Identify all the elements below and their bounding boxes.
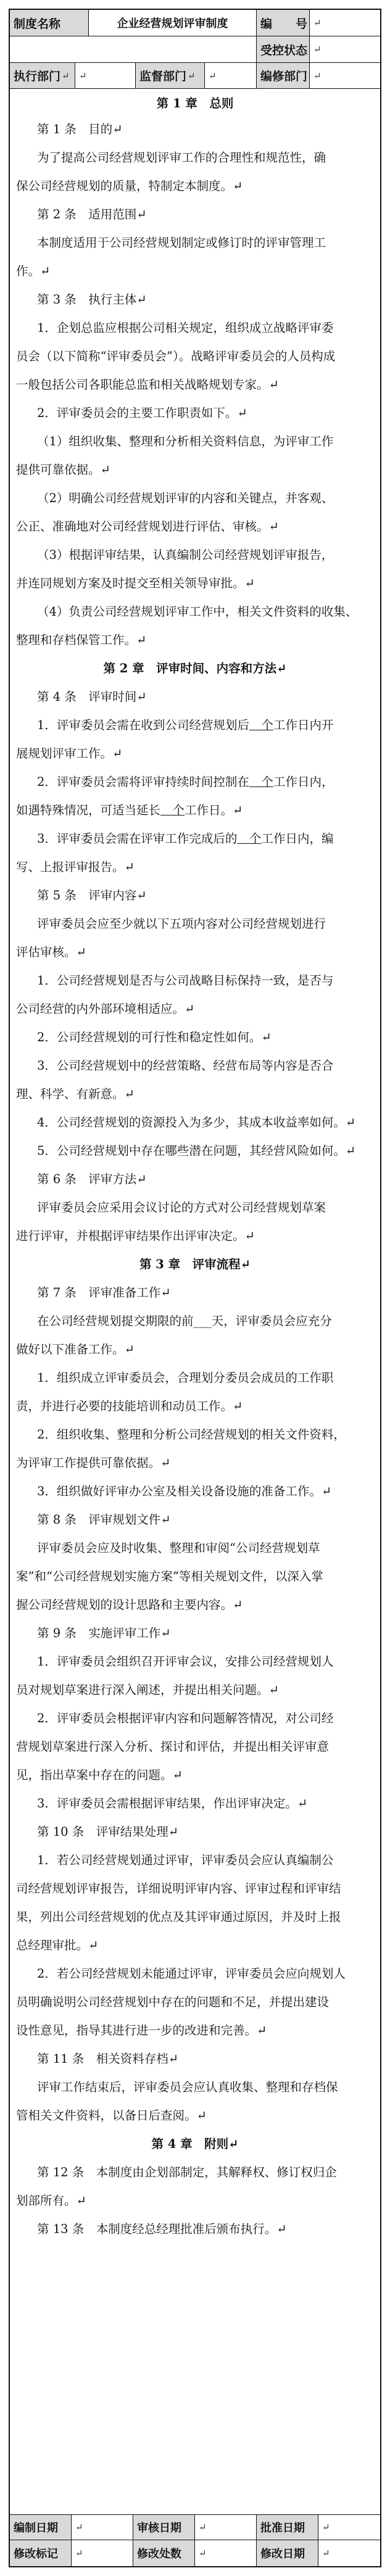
paragraph-line: 划部所有。↵	[16, 2194, 86, 2208]
paragraph-line: 并连同规划方案及时提交至相关领导审批。↵	[16, 576, 255, 590]
paragraph-line: 评审委员会应及时收集、整理和审阅“公司经营规划草	[37, 1541, 320, 1555]
edit-dept-label: 编修部门	[260, 70, 308, 83]
chapter-4-title: 第 4 章 附则↵	[151, 2137, 239, 2151]
paragraph-line: 理、科学、有新意。↵	[16, 1087, 135, 1101]
paragraph-line: 评审工作结束后，评审委员会应认真收集、整理和存档保	[37, 2080, 338, 2094]
revision-mark-label: 修改标记	[14, 2548, 58, 2561]
compile-date-value-cell[interactable]: ↵	[72, 2514, 133, 2540]
paragraph-line: 提供可靠依据。↵	[16, 463, 110, 477]
document-body	[10, 89, 380, 2514]
control-status-value-cell[interactable]	[310, 36, 380, 63]
revision-count-label: 修改处数	[137, 2548, 181, 2561]
paragraph-line: 2．评审委员会根据评审内容和问题解答情况，对公司经	[37, 1711, 334, 1725]
paragraph-line: 员明确说明公司经营规划中存在的问题和不足，并提出建设	[16, 1995, 330, 2009]
article-5-heading: 第 5 条 评审内容↵	[37, 888, 147, 902]
paragraph-line: 2．若公司经营规划未能通过评审，评审委员会应向规划人	[37, 1967, 346, 1981]
return-mark: ↵	[313, 44, 322, 55]
super-dept-label-cell: 监督部门 ↵	[136, 63, 205, 89]
article-6-heading: 第 6 条 评审方法↵	[37, 1172, 147, 1186]
document-header-table	[10, 10, 380, 89]
paragraph-line: 3．评审委员会需在评审工作完成后的 个工作日内，编	[37, 832, 334, 846]
number-value-cell[interactable]	[310, 10, 380, 36]
paragraph-line: 在公司经营规划提交期限的前___天，评审委员会应充分	[37, 1314, 332, 1328]
paragraph-line: 2．评审委员会需将评审持续时间控制在 个工作日内，	[37, 775, 334, 789]
paragraph-line: 案”和“公司经营规划实施方案”等相关规划文件，以深入掌	[16, 1569, 323, 1583]
paragraph-line: （4）负责公司经营规划评审工作中，相关文件资料的收集、	[37, 605, 358, 619]
revision-date-label: 修改日期	[260, 2548, 305, 2561]
paragraph-line: 2．评审委员会的主要工作职责如下。↵	[37, 406, 247, 420]
revision-mark-label-cell	[10, 2540, 72, 2566]
number-label-cell	[257, 10, 310, 36]
approve-date-label: 批准日期	[260, 2522, 305, 2535]
paragraph-line: 评审委员会应采用会议讨论的方式对公司经营规划草案	[37, 1200, 326, 1215]
paragraph-line: 一般包括公司各职能总监和相关战略规划专家。↵	[16, 378, 279, 392]
paragraph-line: 4．公司经营规划的资源投入为多少，其成本收益率如何。↵	[37, 1115, 356, 1129]
paragraph-line: 1．公司经营规划是否与公司战略目标保持一致，是否与	[37, 973, 334, 988]
article-9-heading: 第 9 条 实施评审工作↵	[37, 1626, 171, 1640]
paragraph-line: 1．企划总监应根据公司相关规定，组织成立战略评审委	[37, 321, 334, 335]
paragraph-line: 见，指出草案中存在的问题。↵	[16, 1768, 183, 1782]
review-date-value-cell[interactable]: ↵	[195, 2514, 257, 2540]
paragraph-line: 进行评审，并根据评审结果作出评审决定。↵	[16, 1229, 255, 1243]
paragraph-line: 为评审工作提供可靠依据。↵	[16, 1456, 171, 1470]
paragraph-line: 保公司经营规划的质量，特制定本制度。↵	[16, 179, 243, 193]
revision-mark-value-cell[interactable]: ↵	[72, 2540, 133, 2566]
paragraph-line: 员会（以下简称“评审委员会”）。战略评审委员会的人员构成	[16, 349, 336, 363]
paragraph-line: 为了提高公司经营规划评审工作的合理性和规范性，确	[37, 151, 326, 165]
paragraph-line: 总经理审批。↵	[16, 1938, 99, 1952]
blank-cell	[10, 36, 257, 63]
article-12-line: 第 12 条 本制度由企划部制定，其解释权、修订权归企	[37, 2165, 337, 2179]
exec-dept-value-cell[interactable]: ↵	[75, 63, 136, 89]
paragraph-line: 果，列出公司经营规划的优点及其评审通过原因，并及时上报	[16, 1910, 341, 1924]
return-mark: ↵	[313, 17, 322, 28]
document-title: 企业经营规划评审制度	[117, 17, 228, 30]
chapter-2-title: 第 2 章 评审时间、内容和方法↵	[103, 661, 287, 675]
paragraph-line: 握公司经营规划的设计思路和主要内容。↵	[16, 1598, 243, 1612]
paragraph-line: 员对规划草案进行深入阐述，并提出相关问题。↵	[16, 1683, 279, 1697]
paragraph-line: （3）根据评审结果，认真编制公司经营规划评审报告，	[37, 548, 334, 562]
approve-date-value-cell[interactable]: ↵	[318, 2514, 380, 2540]
article-13-line: 第 13 条 本制度经总经理批准后颁布执行。↵	[37, 2222, 287, 2236]
exec-dept-label-cell: 执行部门 ↵	[10, 63, 75, 89]
article-8-heading: 第 8 条 评审规划文件↵	[37, 1513, 171, 1527]
article-2-heading: 第 2 条 适用范围↵	[37, 207, 147, 221]
paragraph-line: 1．评审委员会组织召开评审会议，安排公司经营规划人	[37, 1654, 334, 1669]
paragraph-line: 2．组织收集、整理和分析公司经营规划的相关文件资料，	[37, 1427, 346, 1442]
article-1-heading: 第 1 条 目的↵	[37, 122, 123, 136]
chapter-1-title: 第 1 章 总则	[156, 96, 234, 110]
paragraph-line: 3．组织做好评审办公室及相关设备设施的准备工作。↵	[37, 1484, 332, 1498]
paragraph-line: 1．组织成立评审委员会，合理划分委员会成员的工作职	[37, 1371, 334, 1385]
edit-dept-value-cell[interactable]: ↵	[310, 63, 380, 89]
revision-date-value-cell[interactable]: ↵	[322, 2548, 330, 2559]
control-status-label: 受控状态	[260, 43, 308, 57]
paragraph-line: 公正、准确地对公司经营规划进行评估、审核。↵	[16, 519, 279, 534]
paragraph-line: 1．若公司经营规划通过评审，评审委员会应认真编制公	[37, 1853, 334, 1867]
paragraph-line: 展规划评审工作。↵	[16, 746, 123, 761]
paragraph-line: （2）明确公司经营规划评审的内容和关键点，并客观、	[37, 491, 334, 505]
control-status-label-cell	[257, 36, 310, 63]
revision-date-label-cell	[257, 2540, 318, 2566]
paragraph-line: 设性意见，指导其进行进一步的改进和完善。↵	[16, 2023, 267, 2037]
chapter-3-title: 第 3 章 评审流程↵	[139, 1257, 251, 1271]
article-10-heading: 第 10 条 评审结果处理↵	[37, 1825, 179, 1839]
title-label: 制度名称	[14, 17, 61, 31]
super-dept-value-cell[interactable]: ↵	[205, 63, 257, 89]
article-11-heading: 第 11 条 相关资料存档↵	[37, 2052, 179, 2066]
paragraph-line: 3．公司经营规划中的经营策略、经营布局等内容是否合	[37, 1059, 334, 1073]
paragraph-line: （1）组织收集、整理和分析相关资料信息，为评审工作	[37, 434, 334, 448]
paragraph-line: 整理和存档保管工作。↵	[16, 633, 147, 647]
approve-date-label-cell	[257, 2514, 318, 2540]
paragraph-line: 3．评审委员会需根据评审结果，作出评审决定。↵	[37, 1796, 308, 1810]
number-label: 编 号	[260, 17, 308, 31]
paragraph-line: 如遇特殊情况，可适当延长 个工作日。↵	[16, 803, 243, 817]
paragraph-line: 1．评审委员会需在收到公司经营规划后 个工作日内开	[37, 718, 334, 732]
paragraph-line: 公司经营的内外部环境相适应。↵	[16, 1002, 195, 1016]
article-4-heading: 第 4 条 评审时间↵	[37, 690, 147, 704]
revision-count-label-cell	[133, 2540, 195, 2566]
paragraph-line: 写、上报评审报告。↵	[16, 860, 135, 874]
title-value-cell	[89, 10, 257, 36]
paragraph-line: 作。↵	[16, 264, 51, 278]
approval-footer-table	[10, 2514, 380, 2566]
edit-dept-label-cell	[257, 63, 310, 89]
paragraph-line: 营规划草案进行深入分析、探讨和评估，并提出相关评审意	[16, 1740, 330, 1754]
revision-count-value-cell[interactable]: ↵	[195, 2540, 257, 2566]
title-label-cell	[10, 10, 89, 36]
super-dept-label: 监督部门	[139, 70, 187, 83]
paragraph-line: 做好以下准备工作。↵	[16, 1342, 135, 1356]
article-7-heading: 第 7 条 评审准备工作↵	[37, 1286, 171, 1300]
paragraph-line: 评估审核。↵	[16, 945, 86, 959]
paragraph-line: 责，并进行必要的技能培训和动员工作。↵	[16, 1399, 243, 1413]
review-date-label: 审核日期	[137, 2522, 181, 2535]
paragraph-line: 本制度适用于公司经营规划制定或修订时的评审管理工	[37, 236, 326, 250]
compile-date-label-cell	[10, 2514, 72, 2540]
paragraph-line: 管相关文件资料，以备日后查阅。↵	[16, 2108, 207, 2123]
compile-date-label: 编制日期	[14, 2522, 58, 2535]
exec-dept-label: 执行部门	[14, 70, 61, 83]
article-3-heading: 第 3 条 执行主体↵	[37, 292, 147, 307]
paragraph-line: 司经营规划评审报告，详细说明评审内容、评审过程和评审结	[16, 1881, 341, 1896]
paragraph-line: 5．公司经营规划中存在哪些潜在问题，其经营风险如何。↵	[37, 1144, 356, 1158]
review-date-label-cell	[133, 2514, 195, 2540]
paragraph-line: 评审委员会应至少就以下五项内容对公司经营规划进行	[37, 917, 326, 931]
paragraph-line: 2．公司经营规划的可行性和稳定性如何。↵	[37, 1030, 272, 1044]
regulation-document	[9, 9, 381, 2567]
